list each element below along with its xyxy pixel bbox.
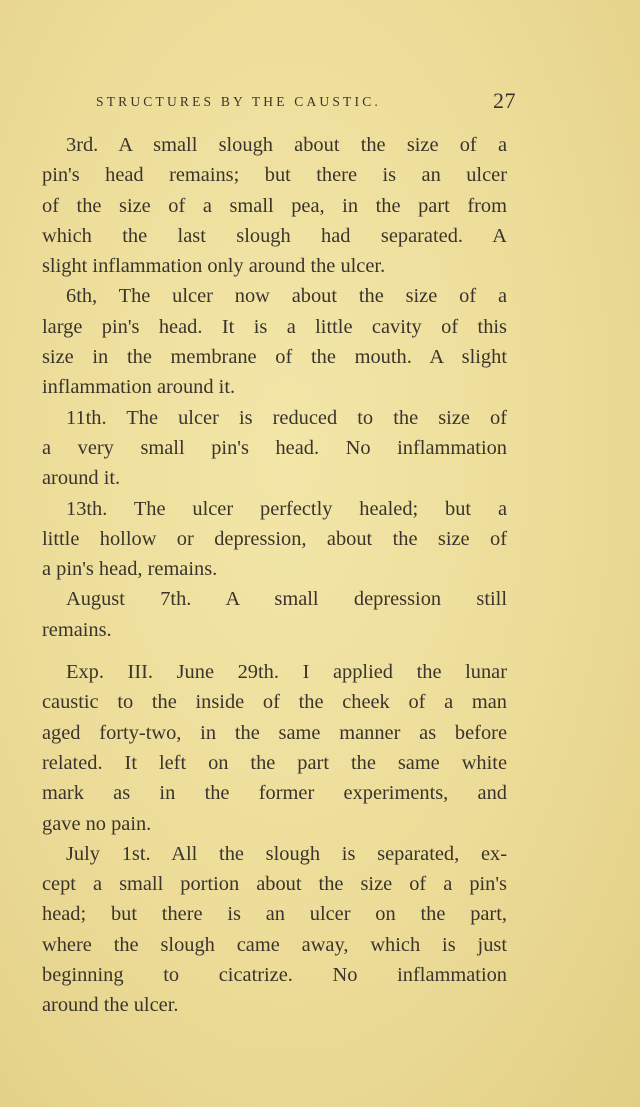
page-header	[96, 88, 516, 116]
text-line: August 7th. A small depression still	[66, 588, 507, 611]
text-line: 13th. The ulcer perfectly healed; but a	[66, 497, 507, 520]
text-line: slight inflammation only around the ulcer.	[42, 255, 386, 278]
text-line: beginning to cicatrize. No inflammation	[42, 964, 507, 987]
text-line: 6th, The ulcer now about the size of a	[66, 285, 507, 308]
text-line: a very small pin's head. No inflammation	[42, 436, 507, 459]
text-line: remains.	[42, 618, 112, 641]
text-line: aged forty-two, in the same manner as before	[42, 721, 507, 744]
page-number: 27	[493, 88, 516, 113]
text-line: gave no pain.	[42, 812, 152, 835]
text-line: 11th. The ulcer is reduced to the size of	[66, 406, 507, 429]
text-line: cept a small portion about the size of a pin's	[42, 873, 507, 896]
text-line: size in the membrane of the mouth. A slight	[42, 346, 507, 369]
text-line: related. It left on the part the same white	[42, 751, 507, 774]
body-text	[42, 130, 507, 1021]
paragraph-gap	[42, 645, 507, 657]
text-line: pin's head remains; but there is an ulcer	[42, 164, 507, 187]
text-line: July 1st. All the slough is separated, ex-	[66, 842, 507, 865]
text-line: large pin's head. It is a little cavity of this	[42, 315, 507, 338]
text-line: head; but there is an ulcer on the part,	[42, 903, 507, 926]
text-line: around it.	[42, 467, 121, 490]
text-line: around the ulcer.	[42, 994, 179, 1017]
text-line: which the last slough had separated. A	[42, 224, 507, 247]
text-line: little hollow or depression, about the size of	[42, 527, 507, 550]
text-line: a pin's head, remains.	[42, 558, 218, 581]
text-line: Exp. III. June 29th. I applied the lunar	[66, 661, 507, 684]
running-head: STRUCTURES BY THE CAUSTIC.	[96, 94, 381, 109]
text-line: inflammation around it.	[42, 376, 236, 399]
text-line: of the size of a small pea, in the part from	[42, 194, 507, 217]
text-line: where the slough came away, which is just	[42, 933, 507, 956]
text-line: 3rd. A small slough about the size of a	[66, 134, 507, 156]
text-line: mark as in the former experiments, and	[42, 782, 507, 805]
text-line: caustic to the inside of the cheek of a man	[42, 691, 507, 714]
